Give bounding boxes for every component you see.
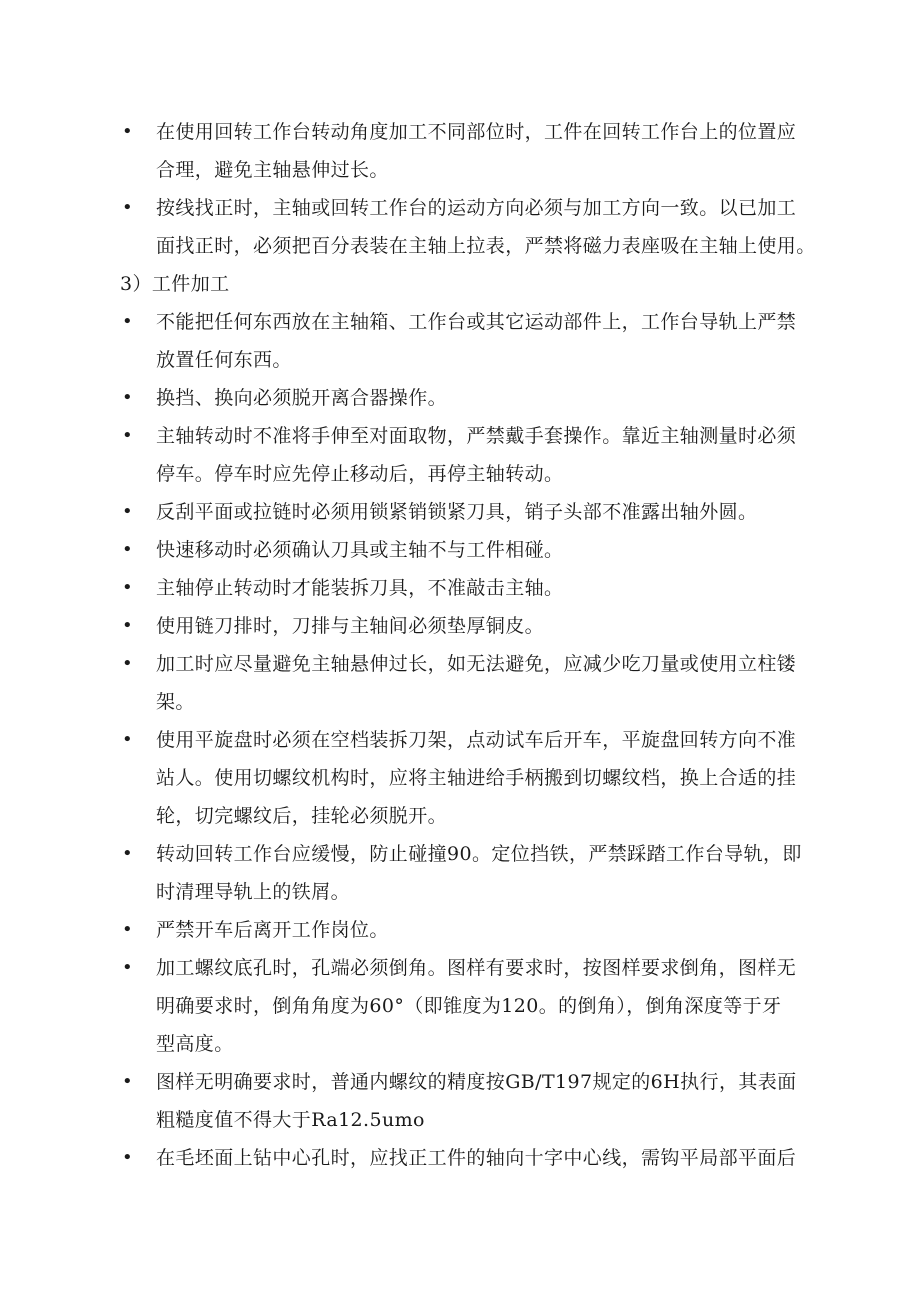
text-line: 主轴停止转动时才能装拆刀具，不准敲击主轴。 xyxy=(156,577,564,599)
bullet-dot-icon: • xyxy=(122,425,134,446)
bullet-item xyxy=(0,607,836,645)
text-line: 面找正时，必须把百分表装在主轴上拉表，严禁将磁力表座吸在主轴上使用。 xyxy=(156,235,816,257)
text-line: 加工时应尽量避免主轴悬伸过长，如无法避免，应减少吃刀量或使用立柱镂 xyxy=(156,653,797,675)
text-line: 使用平旋盘时必须在空档装拆刀架，点动试车后开车，平旋盘回转方向不准 xyxy=(156,729,797,751)
bullet-dot-icon: • xyxy=(122,311,134,332)
bullet-item xyxy=(0,417,836,493)
bullet-dot-icon: • xyxy=(122,843,134,864)
bullet-item xyxy=(0,949,836,1063)
bullet-item xyxy=(0,1063,836,1139)
section-heading xyxy=(0,265,920,303)
bullet-item xyxy=(0,303,836,379)
text-line: 在使用回转工作台转动角度加工不同部位时，工件在回转工作台上的位置应 xyxy=(156,121,797,143)
text-line: 不能把任何东西放在主轴箱、工作台或其它运动部件上，工作台导轨上严禁 xyxy=(156,311,797,333)
text-line: 按线找正时，主轴或回转工作台的运动方向必须与加工方向一致。以已加工 xyxy=(156,197,797,219)
text-line: 架。 xyxy=(156,691,195,713)
bullet-dot-icon: • xyxy=(122,539,134,560)
bullet-dot-icon: • xyxy=(122,1147,134,1168)
text-line: 明确要求时，倒角角度为60°（即锥度为120。的倒角），倒角深度等于牙 xyxy=(156,995,782,1017)
bullet-dot-icon: • xyxy=(122,729,134,750)
bullet-item xyxy=(0,721,836,835)
bullet-item xyxy=(0,911,836,949)
bullet-item xyxy=(0,1139,836,1177)
text-line: 反刮平面或拉链时必须用锁紧销锁紧刀具，销子头部不准露出轴外圆。 xyxy=(156,501,758,523)
bullet-dot-icon: • xyxy=(122,121,134,142)
text-line: 换挡、换向必须脱开离合器操作。 xyxy=(156,387,448,409)
bullet-item xyxy=(0,189,836,265)
bullet-dot-icon: • xyxy=(122,577,134,598)
text-line: 主轴转动时不准将手伸至对面取物，严禁戴手套操作。靠近主轴测量时必须 xyxy=(156,425,797,447)
bullet-dot-icon: • xyxy=(122,957,134,978)
document-page xyxy=(0,113,920,1177)
bullet-dot-icon: • xyxy=(122,501,134,522)
text-line: 加工螺纹底孔时，孔端必须倒角。图样有要求时，按图样要求倒角，图样无 xyxy=(156,957,797,979)
bullet-dot-icon: • xyxy=(122,653,134,674)
text-line: 严禁开车后离开工作岗位。 xyxy=(156,919,389,941)
bullet-dot-icon: • xyxy=(122,197,134,218)
bullet-item xyxy=(0,493,836,531)
text-line: 站人。使用切螺纹机构时，应将主轴进给手柄搬到切螺纹档，换上合适的挂 xyxy=(156,767,797,789)
text-line: 轮，切完螺纹后，挂轮必须脱开。 xyxy=(156,805,448,827)
text-line: 停车。停车时应先停止移动后，再停主轴转动。 xyxy=(156,463,564,485)
bullet-dot-icon: • xyxy=(122,1071,134,1092)
bullet-dot-icon: • xyxy=(122,919,134,940)
bullet-item xyxy=(0,645,836,721)
bullet-item xyxy=(0,531,836,569)
text-line: 在毛坯面上钻中心孔时，应找正工件的轴向十字中心线，需钩平局部平面后 xyxy=(156,1147,797,1169)
heading-text: 3）工件加工 xyxy=(120,273,230,295)
text-line: 放置任何东西。 xyxy=(156,349,292,371)
text-line: 合理，避免主轴悬伸过长。 xyxy=(156,159,389,181)
text-line: 快速移动时必须确认刀具或主轴不与工件相碰。 xyxy=(156,539,564,561)
text-line: 使用链刀排时，刀排与主轴间必须垫厚铜皮。 xyxy=(156,615,545,637)
text-line: 粗糙度值不得大于Ra12.5umo xyxy=(156,1109,425,1131)
bullet-item xyxy=(0,835,836,911)
bullet-item xyxy=(0,379,836,417)
text-line: 时清理导轨上的铁屑。 xyxy=(156,881,351,903)
bullet-dot-icon: • xyxy=(122,387,134,408)
text-line: 转动回转工作台应缓慢，防止碰撞90。定位挡铁，严禁踩踏工作台导轨，即 xyxy=(156,843,802,865)
bullet-item xyxy=(0,113,836,189)
text-line: 图样无明确要求时，普通内螺纹的精度按GB/T197规定的6H执行，其表面 xyxy=(156,1071,797,1093)
text-line: 型高度。 xyxy=(156,1033,234,1055)
bullet-item xyxy=(0,569,836,607)
bullet-dot-icon: • xyxy=(122,615,134,636)
